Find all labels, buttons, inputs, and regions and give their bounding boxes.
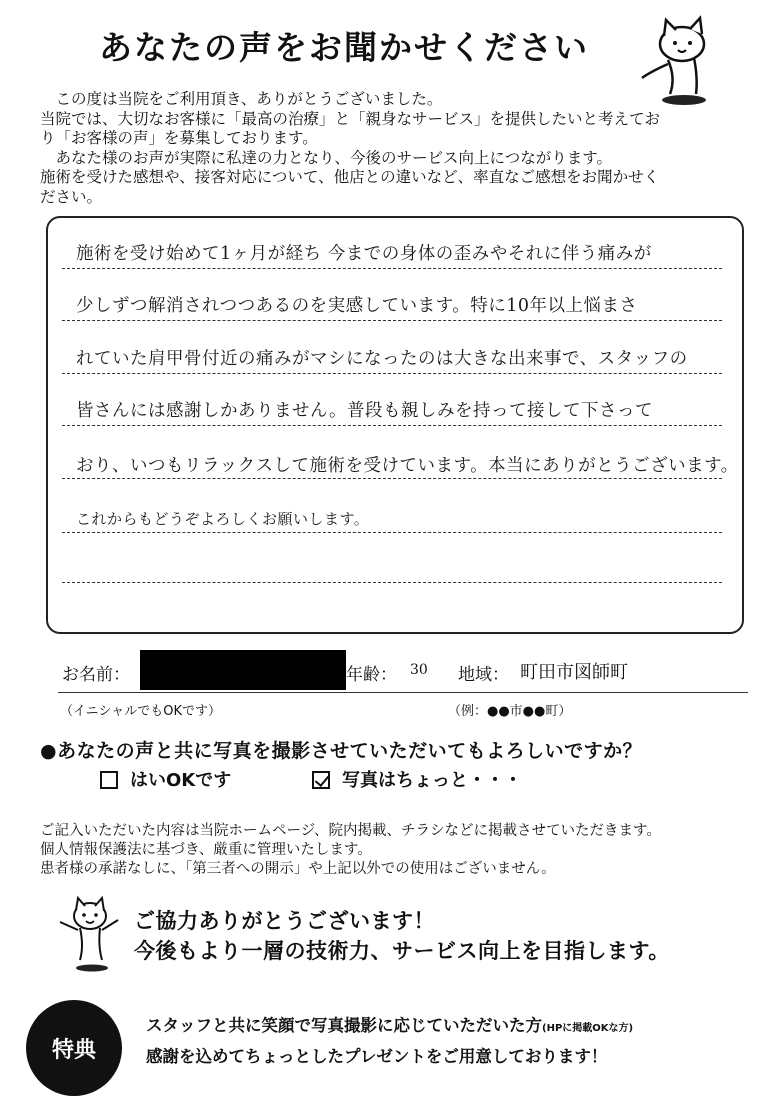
dashed-rule	[62, 582, 722, 583]
name-redaction	[140, 650, 346, 690]
region-value[interactable]: 町田市図師町	[520, 662, 628, 683]
bonus-badge: 特典	[26, 1000, 122, 1096]
thanks-message: ご協力ありがとうございます！ 今後もより一層の技術力、サービス向上を目指します。	[134, 909, 670, 963]
name-hint: （イニシャルでもOKです）	[60, 704, 221, 719]
option-no[interactable]	[312, 766, 522, 792]
feedback-line: 皆さんには感謝しかありません。普段も親しみを持って接して下さって	[76, 401, 654, 421]
dashed-rule	[62, 373, 722, 374]
option-yes[interactable]	[100, 766, 231, 792]
bonus-text: スタッフと共に笑顔で写真撮影に応じていただいた方(HPに掲載OKな方) 感謝を込めてちょっとしたプレゼントをご用意しております！	[146, 1016, 634, 1066]
dashed-rule	[62, 532, 722, 533]
feedback-line: おり、いつもリラックスして施術を受けています。本当にありがとうございます。	[76, 456, 739, 476]
checkbox-yes[interactable]	[100, 771, 118, 789]
dashed-rule	[62, 478, 722, 479]
page-title: あなたの声をお聞かせください	[99, 28, 589, 67]
region-hint: （例：●●市●●町）	[448, 704, 572, 719]
dashed-rule	[62, 425, 722, 426]
name-label: お名前：	[62, 665, 130, 685]
feedback-line: 少しずつ解消されつつあるのを実感しています。特に10年以上悩まさ	[76, 296, 638, 316]
intro-text: この度は当院をご利用頂き、ありがとうございました。 当院では、大切なお客様に「最高の治療」と「親身なサービス」を提供したいと考えてお り「お客様の声」を募集しております。 あなた様のお声が実際に私達の力となり、今後のサービス向上につながります。 施術を受けた感想や、接客対応について、他店との違いなど、率直なご感想をお聞かせく ださい。	[40, 90, 661, 206]
feedback-line: これからもどうぞよろしくお願いします。	[76, 510, 370, 528]
region-label: 地域：	[458, 665, 509, 685]
cat-waving-icon	[50, 894, 130, 974]
option-yes-label: はいOKです	[130, 770, 232, 791]
name-underline	[58, 692, 748, 693]
photo-question: ●あなたの声と共に写真を撮影させていただいてもよろしいですか？	[40, 740, 643, 762]
age-value[interactable]: 30	[410, 662, 428, 678]
checkbox-no[interactable]	[312, 771, 330, 789]
option-no-label: 写真はちょっと・・・	[342, 770, 522, 791]
dashed-rule	[62, 320, 722, 321]
privacy-notice: ご記入いただいた内容は当院ホームページ、院内掲載、チラシなどに掲載させていただきます。 個人情報保護法に基づき、厳重に管理いたします。 患者様の承諾なしに、「第三者への開示」や上記以外での使用はございません。	[40, 823, 661, 877]
dashed-rule	[62, 268, 722, 269]
feedback-line: れていた肩甲骨付近の痛みがマシになったのは大きな出来事で、スタッフの	[76, 349, 688, 369]
feedback-line: 施術を受け始めて1ヶ月が経ち 今までの身体の歪みやそれに伴う痛みが	[76, 244, 652, 264]
age-label: 年齢：	[346, 665, 397, 685]
